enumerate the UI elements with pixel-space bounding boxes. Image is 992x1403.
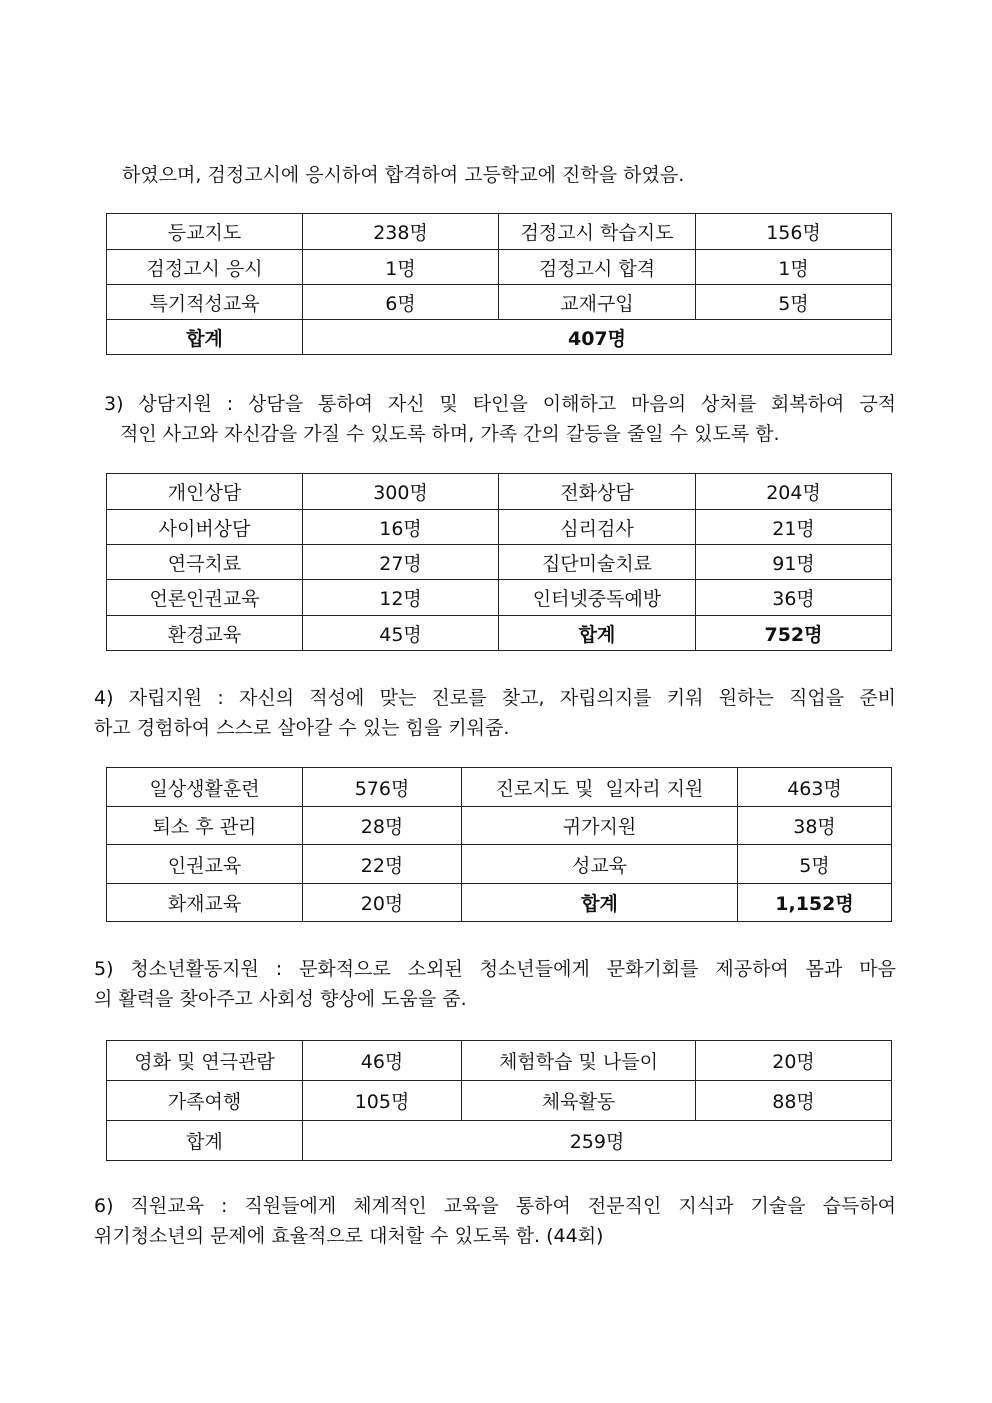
table-cell: 88명	[696, 1081, 892, 1121]
table-row	[107, 285, 892, 320]
section-3-line-2: 적인 사고와 자신감을 가질 수 있도록 하며, 가족 간의 갈등을 줄일 수 있도록 함.	[120, 423, 780, 445]
table-cell: 463명	[738, 768, 892, 807]
table-cell: 영화 및 연극관람	[107, 1041, 303, 1081]
table-row	[107, 807, 892, 845]
table-row	[107, 580, 892, 616]
section-3-paragraph	[104, 389, 896, 449]
table-cell: 5명	[738, 845, 892, 884]
table-cell: 검정고시 응시	[107, 250, 303, 285]
table-cell: 진로지도 및 일자리 지원	[462, 768, 738, 807]
total-label: 합계	[107, 320, 303, 355]
table-cell: 체험학습 및 나들이	[462, 1041, 696, 1081]
table-cell: 27명	[303, 545, 499, 580]
section-3-line-1: 3) 상담지원 : 상담을 통하여 자신 및 타인을 이해하고 마음의 상처를 회복하여 긍적	[104, 393, 896, 415]
table-cell: 체육활동	[462, 1081, 696, 1121]
table-total-row	[107, 320, 892, 355]
table-cell: 46명	[303, 1041, 462, 1081]
total-value: 259명	[303, 1121, 892, 1161]
table-cell: 20명	[696, 1041, 892, 1081]
table-cell: 심리검사	[499, 510, 696, 545]
table-cell: 귀가지원	[462, 807, 738, 845]
table-cell: 가족여행	[107, 1081, 303, 1121]
table-cell: 5명	[696, 285, 892, 320]
table-cell: 인권교육	[107, 845, 303, 884]
table-cell: 21명	[696, 510, 892, 545]
table-cell: 퇴소 후 관리	[107, 807, 303, 845]
table-row	[107, 768, 892, 807]
intro-line: 하였으며, 검정고시에 응시하여 합격하여 고등학교에 진학을 하였음.	[122, 164, 685, 186]
table-cell: 12명	[303, 580, 499, 616]
total-value: 407명	[303, 320, 892, 355]
table-cell: 특기적성교육	[107, 285, 303, 320]
table-row	[107, 1041, 892, 1081]
table-cell: 검정고시 합격	[499, 250, 696, 285]
section-6-paragraph	[94, 1191, 896, 1251]
section-4-line-1: 4) 자립지원 : 자신의 적성에 맞는 진로를 찾고, 자립의지를 키워 원하는 직업을 준비	[94, 687, 896, 709]
table-cell: 1명	[696, 250, 892, 285]
section-4-line-2: 하고 경험하여 스스로 살아갈 수 있는 힘을 키워줌.	[94, 717, 510, 739]
table-row	[107, 1081, 892, 1121]
table-row	[107, 884, 892, 922]
table-cell: 36명	[696, 580, 892, 616]
table-cell: 전화상담	[499, 474, 696, 510]
section-6-line-1: 6) 직원교육 : 직원들에게 체계적인 교육을 통하여 전문직인 지식과 기술을 습득하여	[94, 1195, 896, 1217]
table-cell: 204명	[696, 474, 892, 510]
table-cell: 검정고시 학습지도	[499, 214, 696, 250]
section-5-line-2: 의 활력을 찾아주고 사회성 향상에 도움을 줌.	[94, 988, 467, 1010]
table-cell: 사이버상담	[107, 510, 303, 545]
table-cell: 환경교육	[107, 616, 303, 651]
table-row	[107, 474, 892, 510]
table-cell: 105명	[303, 1081, 462, 1121]
table-independence	[106, 767, 892, 922]
table-cell: 인터넷중독예방	[499, 580, 696, 616]
table-cell: 언론인권교육	[107, 580, 303, 616]
table-cell: 28명	[303, 807, 462, 845]
table-cell: 1명	[303, 250, 499, 285]
total-label: 합계	[499, 616, 696, 651]
table-row	[107, 616, 892, 651]
intro-paragraph	[122, 160, 762, 190]
table-cell: 576명	[303, 768, 462, 807]
table-cell: 연극치료	[107, 545, 303, 580]
table-cell: 집단미술치료	[499, 545, 696, 580]
table-total-row	[107, 1121, 892, 1161]
table-cell: 156명	[696, 214, 892, 250]
table-youth-activities	[106, 1040, 892, 1161]
table-cell: 6명	[303, 285, 499, 320]
table-cell: 성교육	[462, 845, 738, 884]
table-cell: 45명	[303, 616, 499, 651]
table-row	[107, 545, 892, 580]
table-cell: 22명	[303, 845, 462, 884]
total-value: 1,152명	[738, 884, 892, 922]
table-cell: 300명	[303, 474, 499, 510]
section-5-paragraph	[94, 954, 896, 1014]
total-label: 합계	[107, 1121, 303, 1161]
total-label: 합계	[462, 884, 738, 922]
table-cell: 238명	[303, 214, 499, 250]
section-5-line-1: 5) 청소년활동지원 : 문화적으로 소외된 청소년들에게 문화기회를 제공하여 몸과 마음	[94, 958, 896, 980]
table-row	[107, 510, 892, 545]
total-value: 752명	[696, 616, 892, 651]
table-cell: 91명	[696, 545, 892, 580]
table-cell: 개인상담	[107, 474, 303, 510]
table-row	[107, 845, 892, 884]
section-6-line-2: 위기청소년의 문제에 효율적으로 대처할 수 있도록 함. (44회)	[94, 1225, 604, 1247]
table-cell: 교재구입	[499, 285, 696, 320]
table-cell: 38명	[738, 807, 892, 845]
table-row	[107, 214, 892, 250]
table-counseling	[106, 473, 892, 651]
table-cell: 일상생활훈련	[107, 768, 303, 807]
section-4-paragraph	[94, 683, 896, 743]
table-school-support	[106, 213, 892, 355]
table-cell: 20명	[303, 884, 462, 922]
table-cell: 16명	[303, 510, 499, 545]
table-row	[107, 250, 892, 285]
table-cell: 화재교육	[107, 884, 303, 922]
table-cell: 등교지도	[107, 214, 303, 250]
